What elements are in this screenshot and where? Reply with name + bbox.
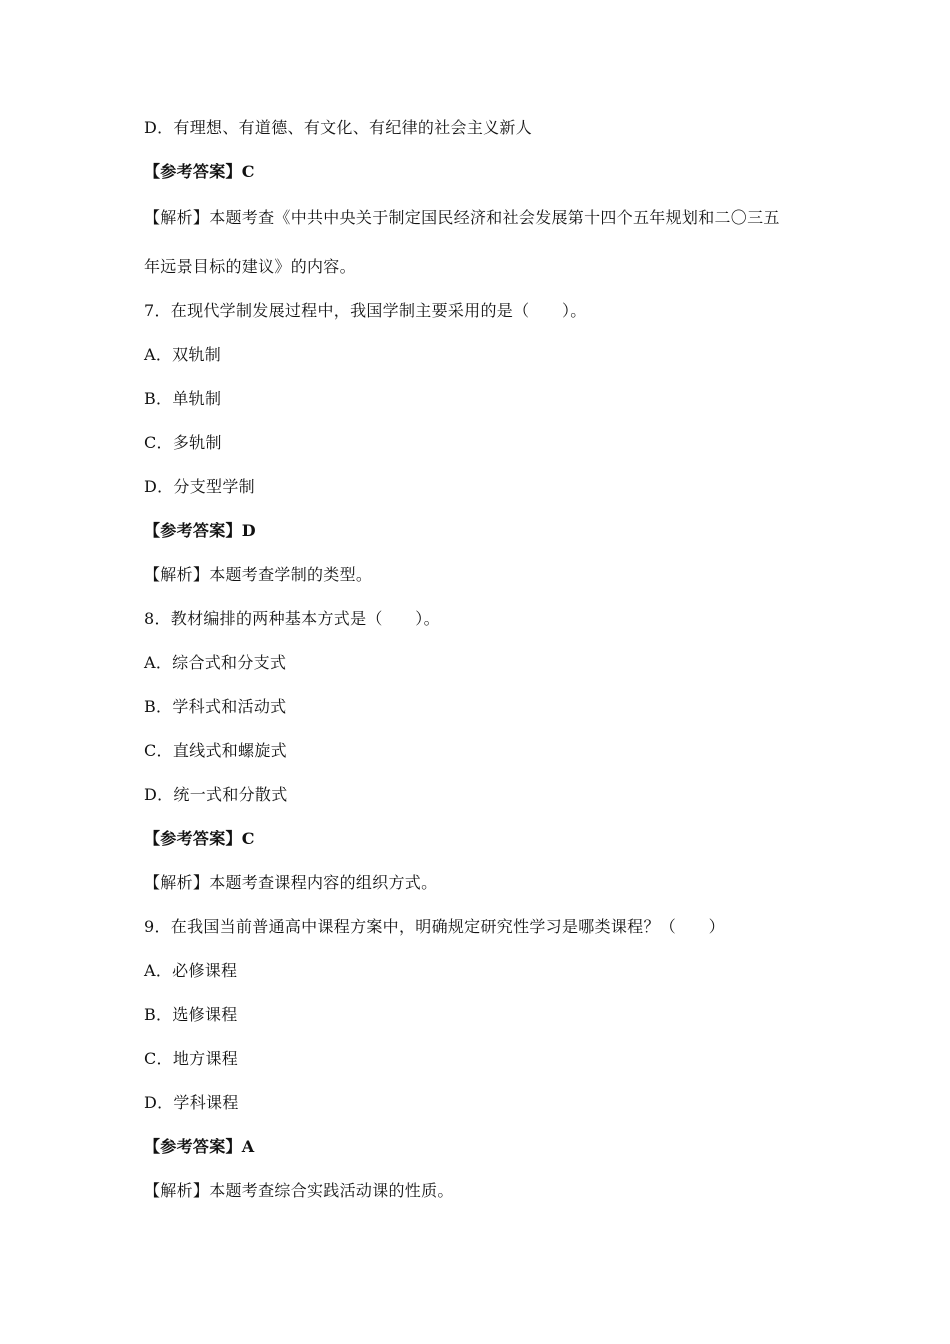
question-9-stem: 9．在我国当前普通高中课程方案中，明确规定研究性学习是哪类课程？（ ） xyxy=(144,917,725,936)
question-8-stem: 8．教材编排的两种基本方式是（ ）。 xyxy=(144,609,440,628)
question-7-analysis: 【解析】本题考查学制的类型。 xyxy=(144,565,373,584)
question-9-option-c: C．地方课程 xyxy=(144,1049,239,1068)
question-9-option-a: A．必修课程 xyxy=(144,961,238,980)
question-7-option-a: A．双轨制 xyxy=(144,345,222,364)
question-9-answer: 【参考答案】A xyxy=(144,1137,255,1156)
question-8-option-d: D．统一式和分散式 xyxy=(144,785,288,804)
question-8-answer: 【参考答案】C xyxy=(144,829,255,848)
question-7-stem: 7．在现代学制发展过程中，我国学制主要采用的是（ ）。 xyxy=(144,301,587,320)
question-8-option-c: C．直线式和螺旋式 xyxy=(144,741,287,760)
question-7-option-b: B．单轨制 xyxy=(144,389,222,408)
prev-analysis-line1: 【解析】本题考查《中共中央关于制定国民经济和社会发展第十四个五年规划和二〇三五 xyxy=(144,208,780,227)
question-8-analysis: 【解析】本题考查课程内容的组织方式。 xyxy=(144,873,438,892)
question-7-answer: 【参考答案】D xyxy=(144,521,256,540)
prev-analysis-line2: 年远景目标的建议》的内容。 xyxy=(144,257,356,276)
question-7-option-c: C．多轨制 xyxy=(144,433,222,452)
prev-answer: 【参考答案】C xyxy=(144,162,255,181)
question-8-option-a: A．综合式和分支式 xyxy=(144,653,287,672)
question-9-option-d: D．学科课程 xyxy=(144,1093,239,1112)
question-9-analysis: 【解析】本题考查综合实践活动课的性质。 xyxy=(144,1181,454,1200)
question-8-option-b: B．学科式和活动式 xyxy=(144,697,287,716)
prev-option-d: D．有理想、有道德、有文化、有纪律的社会主义新人 xyxy=(144,118,533,137)
question-9-option-b: B．选修课程 xyxy=(144,1005,238,1024)
question-7-option-d: D．分支型学制 xyxy=(144,477,255,496)
